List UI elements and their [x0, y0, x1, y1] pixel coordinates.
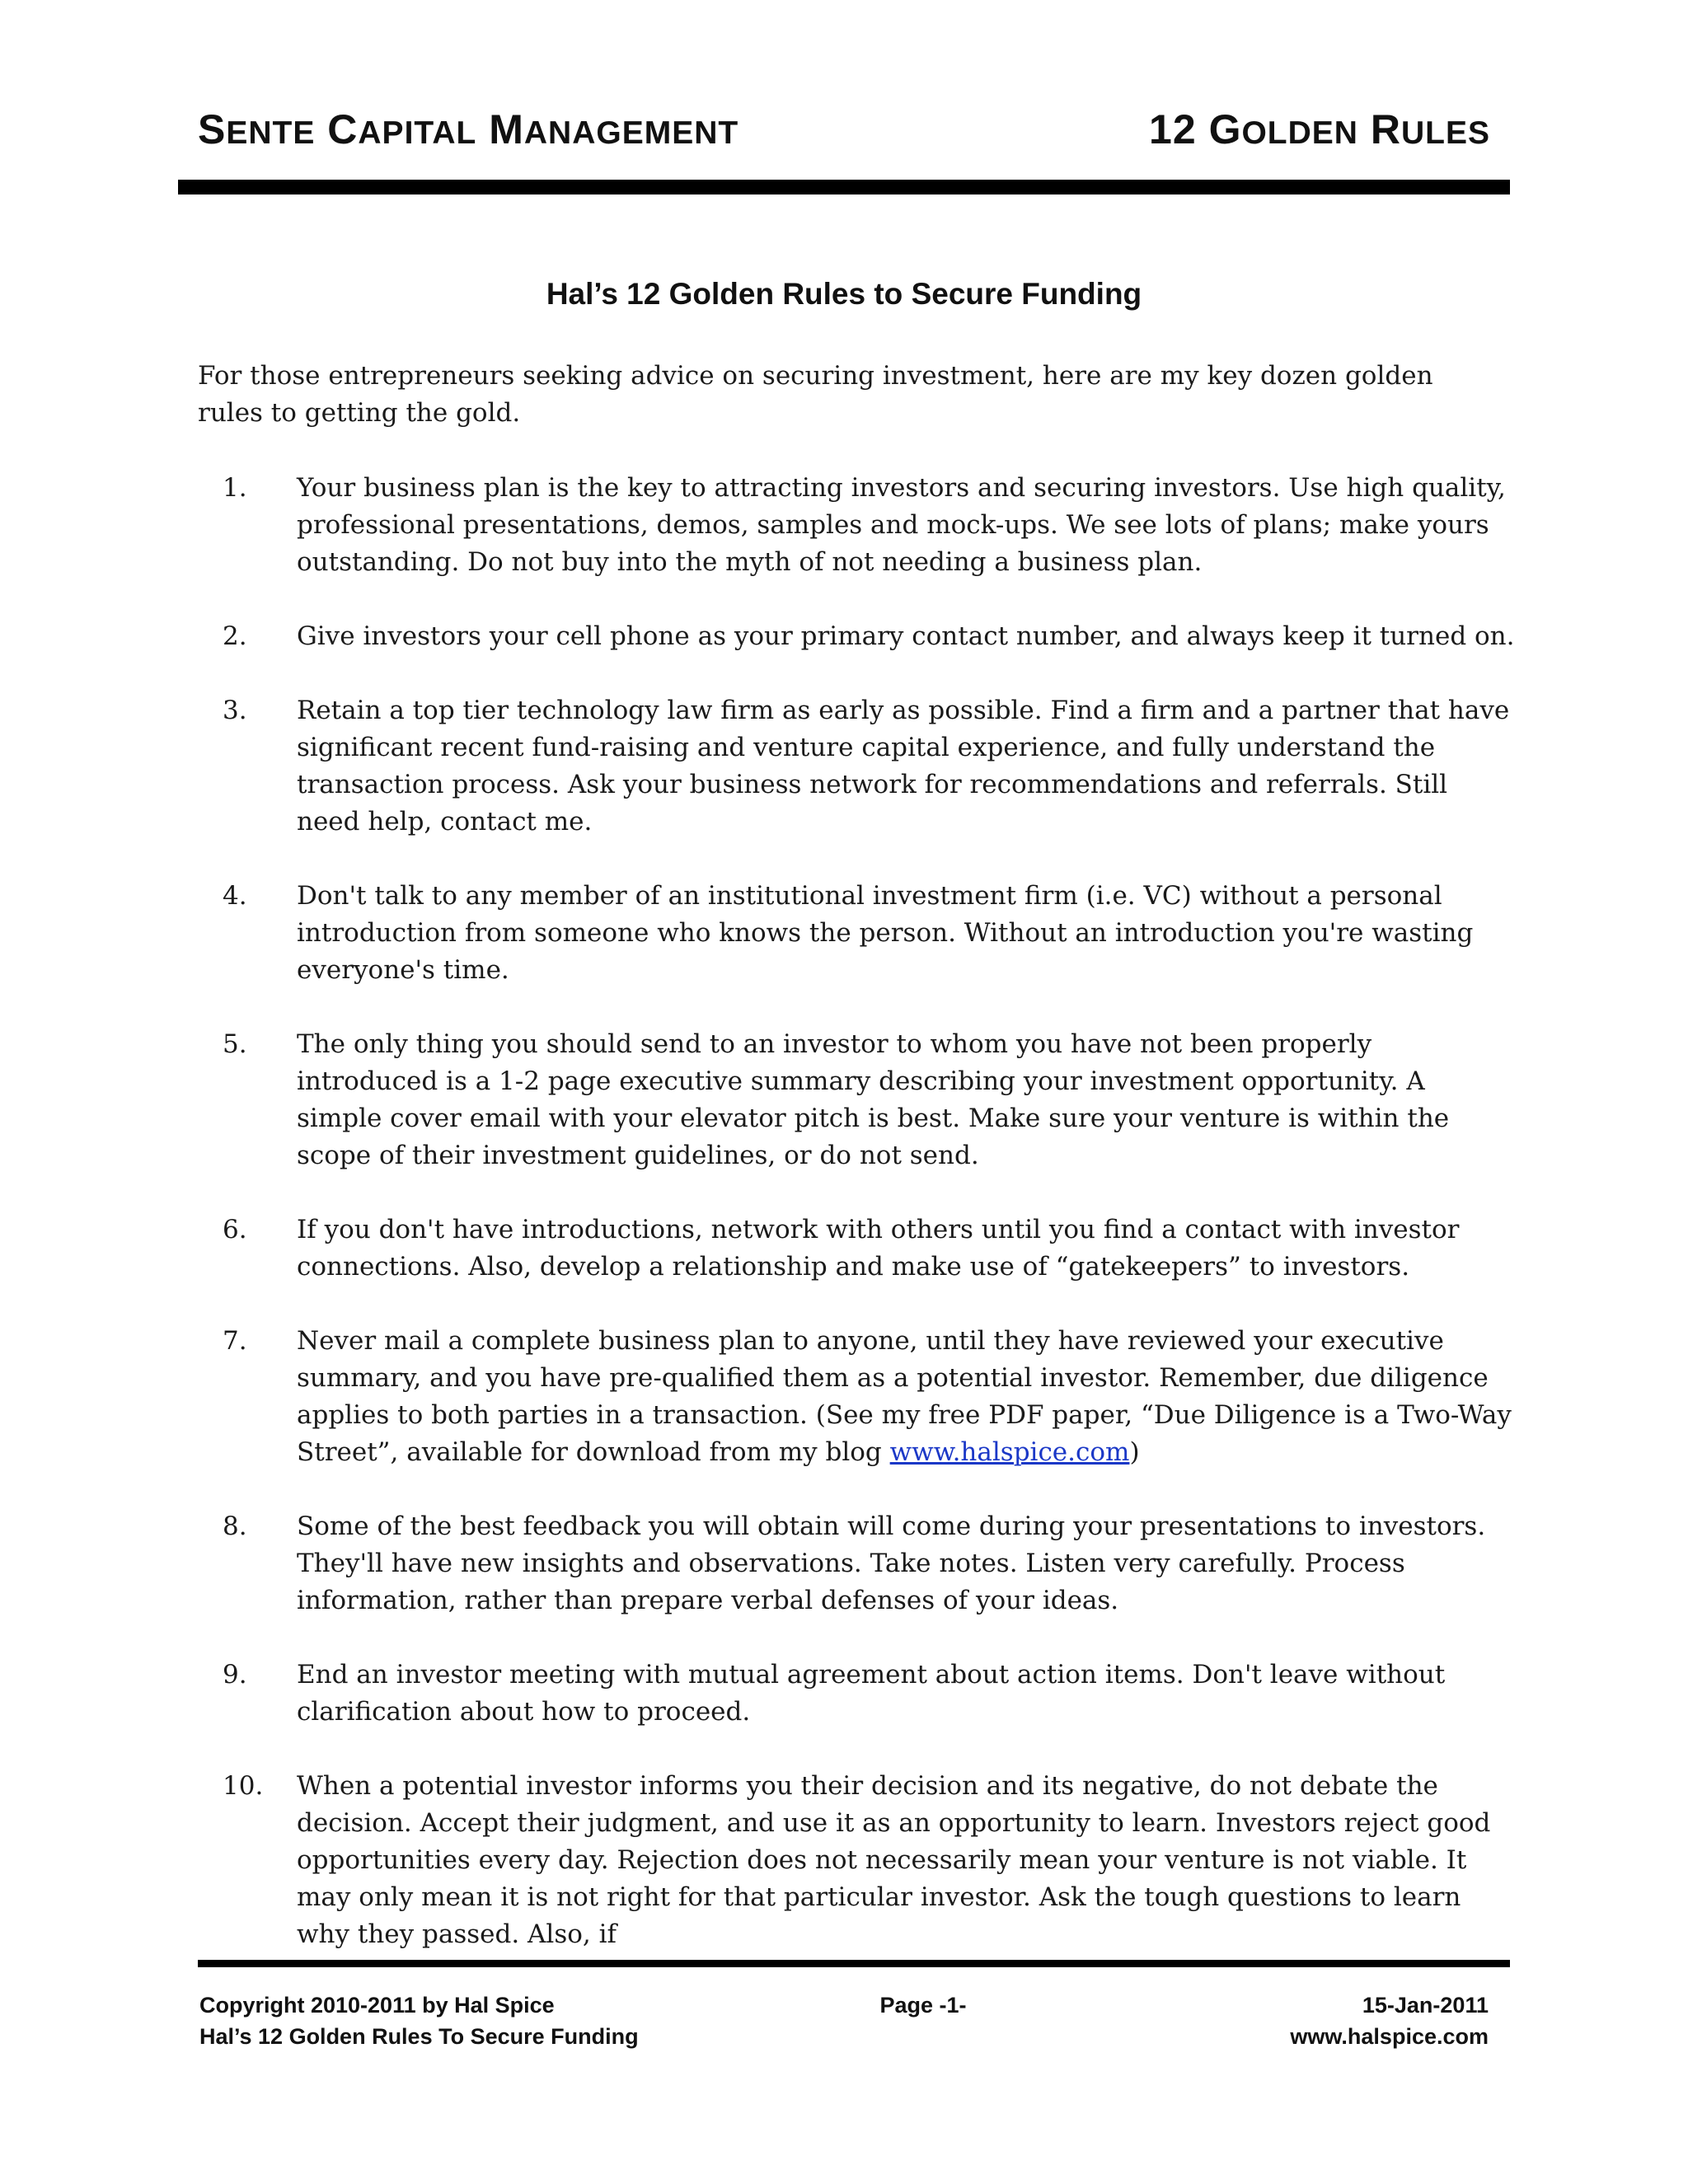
list-item: [198, 470, 1517, 581]
footer-copyright: Copyright 2010-2011 by Hal Spice: [199, 1993, 555, 2018]
list-item-text: When a potential investor informs you their decision and its negative, do not debate the decision. Accept their judgment, and use it as an opportunity to learn. Investors reject good opportunities every day. Rejection does not necessarily mean your venture is not viable. It may only mean it is not right for that particular investor. Ask the tough questions to learn why they passed. Also, if: [297, 1771, 1491, 1949]
list-item-number: 7.: [223, 1326, 247, 1356]
document-topic-header: 12 GOLDEN RULES: [1149, 106, 1490, 152]
list-item-text: If you don't have introductions, network with others until you find a contact with investor connections. Also, develop a relationship and make use of “gatekeepers” to investors.: [297, 1215, 1460, 1282]
header-divider: [178, 180, 1510, 194]
list-item: [198, 1508, 1517, 1619]
list-item-text-end: ): [1129, 1437, 1140, 1467]
list-item-number: 8.: [223, 1511, 247, 1541]
list-item: [198, 618, 1517, 655]
list-item: [198, 1768, 1517, 1953]
company-name-header: SENTE CAPITAL MANAGEMENT: [198, 106, 739, 152]
footer-website[interactable]: www.halspice.com: [1290, 2024, 1489, 2049]
list-item-number: 9.: [223, 1660, 247, 1690]
list-item: [198, 878, 1517, 989]
list-item-number: 5.: [223, 1029, 247, 1059]
list-item-text: The only thing you should send to an investor to whom you have not been properly introduced is a 1-2 page executive summary describing your investment opportunity. A simple cover email with your elevator pitch is best. Make sure your venture is within the scope of their investment guidelines, or do not send.: [297, 1029, 1450, 1170]
footer-date: 15-Jan-2011: [1362, 1993, 1489, 2018]
list-item-number: 1.: [223, 473, 247, 503]
list-item-text: Never mail a complete business plan to anyone, until they have reviewed your executive summary, and you have pre-qualified them as a potential investor. Remember, due diligence applies to both parties in a transaction. (See my free PDF paper, “Due Diligence is a Two-Way Street”, available for download from my blog: [297, 1326, 1512, 1467]
rules-list: [198, 470, 1517, 1990]
list-item-text: End an investor meeting with mutual agreement about action items. Don't leave without clarification about how to proceed.: [297, 1660, 1446, 1727]
footer-document-title: Hal’s 12 Golden Rules To Secure Funding: [199, 2024, 639, 2049]
list-item-number: 6.: [223, 1215, 247, 1244]
list-item-number: 4.: [223, 881, 247, 911]
list-item-text: Your business plan is the key to attracting investors and securing investors. Use high quality, professional presentations, demos, samples and mock-ups. We see lots of plans; make yours outstanding. Do not buy into the myth of not needing a business plan.: [297, 473, 1506, 577]
list-item-number: 10.: [223, 1771, 264, 1801]
list-item: [198, 692, 1517, 841]
page-title: Hal’s 12 Golden Rules to Secure Funding: [546, 277, 1142, 311]
list-item-text: Give investors your cell phone as your primary contact number, and always keep it turned on.: [297, 621, 1515, 651]
footer-divider: [198, 1960, 1510, 1967]
list-item: [198, 1026, 1517, 1174]
list-item: [198, 1657, 1517, 1731]
list-item-number: 3.: [223, 696, 247, 725]
list-item: [198, 1212, 1517, 1286]
list-item-number: 2.: [223, 621, 247, 651]
intro-paragraph: For those entrepreneurs seeking advice on securing investment, here are my key dozen golden rules to getting the gold.: [198, 361, 1433, 428]
list-item: [198, 1323, 1517, 1471]
blog-link[interactable]: www.halspice.com: [889, 1437, 1130, 1467]
list-item-text: Retain a top tier technology law firm as early as possible. Find a firm and a partner that have significant recent fund-raising and venture capital experience, and fully understand the transaction process. Ask your business network for recommendations and referrals. Still need help, contact me.: [297, 696, 1510, 837]
footer-page-number: Page -1-: [879, 1993, 967, 2018]
list-item-text: Don't talk to any member of an institutional investment firm (i.e. VC) without a personal introduction from someone who knows the person. Without an introduction you're wasting everyone's time.: [297, 881, 1474, 985]
list-item-text: Some of the best feedback you will obtain will come during your presentations to investors. They'll have new insights and observations. Take notes. Listen very carefully. Process information, rather than prepare verbal defenses of your ideas.: [297, 1511, 1486, 1615]
